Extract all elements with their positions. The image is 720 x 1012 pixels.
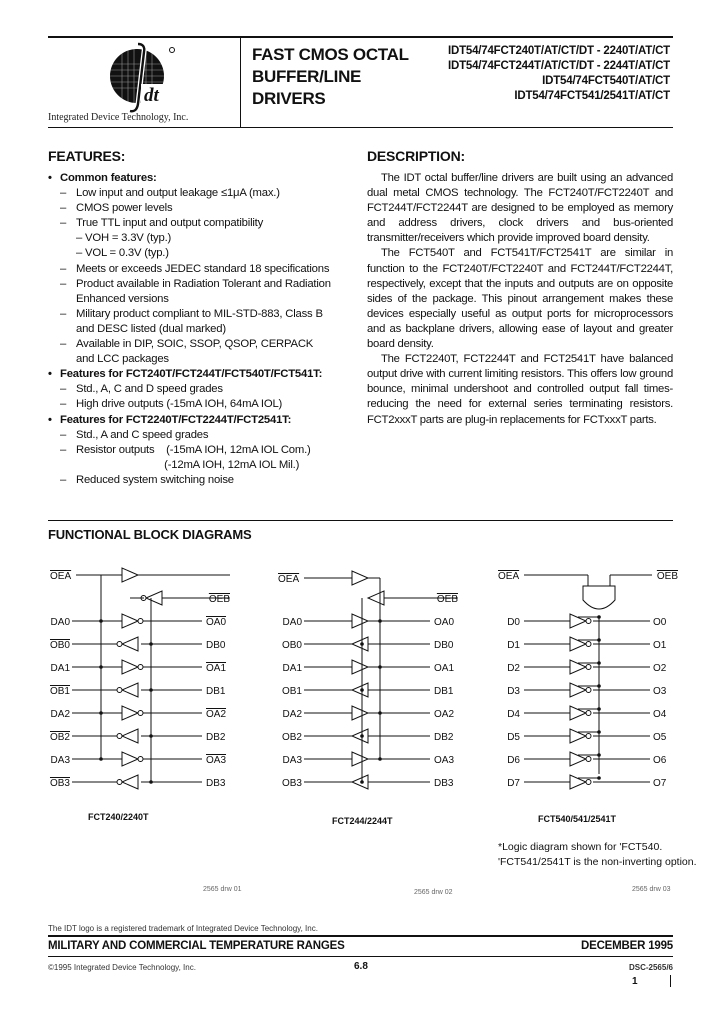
pin-label: DB3 [434, 778, 454, 789]
driver-buffer [570, 729, 586, 743]
pin-label: DB2 [206, 732, 226, 743]
pin-label: D3 [507, 686, 520, 697]
inverter-bubble [138, 757, 143, 762]
feature-bullet: • [48, 413, 52, 426]
feature-item [48, 382, 358, 397]
pin-label: O7 [653, 778, 667, 789]
description-paragraph: The FCT540T and FCT541T/FCT2541T are similar in function to the FCT240T/FCT2240T and FCT244T/FCT2244T, respectively, except that the inputs and outputs are on opposite sides of the package. This pinout arrangement makes these devices especially useful as output ports for microprocessors and as backplane drivers, allowing ease of layout and greater board density. [367, 247, 673, 351]
inverter-bubble [117, 780, 122, 785]
feature-text: CMOS power levels [76, 202, 173, 215]
pin-label: OEB [208, 594, 230, 605]
junction-dot [378, 665, 382, 669]
junction-dot [99, 757, 103, 761]
feature-text: Meets or exceeds JEDEC standard 18 specifications [76, 262, 330, 275]
feature-bullet: – [60, 428, 67, 441]
diagrams-heading: FUNCTIONAL BLOCK DIAGRAMS [48, 527, 252, 542]
pin-label: DA1 [282, 663, 302, 674]
junction-dot [99, 711, 103, 715]
junction-dot [597, 776, 601, 780]
pin-label: OB1 [49, 686, 70, 697]
diagram-caption: FCT244/2244T [332, 816, 393, 826]
feature-bullet: – [60, 202, 67, 215]
pin-label: OB0 [281, 640, 302, 651]
inverter-bubble [138, 619, 143, 624]
pin-label: OA0 [206, 617, 227, 628]
driver-buffer [570, 683, 586, 697]
feature-bullet: – [60, 307, 67, 320]
idt-logo [100, 40, 180, 114]
feature-text: Low input and output leakage ≤1μA (max.) [76, 187, 280, 200]
junction-dot [378, 757, 382, 761]
pin-label: OEA [498, 571, 520, 582]
drawing-code: 2565 drw 02 [414, 889, 453, 896]
feature-item [48, 397, 358, 412]
diagram-caption: FCT540/541/2541T [538, 814, 617, 824]
feature-text: True TTL input and output compatibility [76, 217, 264, 230]
feature-text: – VOH = 3.3V (typ.) [76, 232, 172, 245]
pin-label: OEB [436, 594, 458, 605]
feature-text: and LCC packages [76, 353, 169, 366]
pin-label: O0 [653, 617, 667, 628]
pin-label: O1 [653, 640, 667, 651]
pin-label: DB0 [206, 640, 226, 651]
driver-buffer [122, 683, 138, 697]
feature-bullet: – [60, 383, 67, 396]
feature-item [48, 322, 358, 337]
junction-dot [360, 688, 364, 692]
inverter-bubble [117, 642, 122, 647]
junction-dot [149, 642, 153, 646]
junction-dot [597, 661, 601, 665]
pin-label: OB3 [281, 778, 302, 789]
driver-buffer [570, 637, 586, 651]
feature-text: Product available in Radiation Tolerant and Radiation [76, 277, 331, 290]
part-number: IDT54/74FCT540T/AT/CT [542, 75, 670, 87]
page-number: 6.8 [354, 961, 368, 972]
nor-gate [583, 586, 615, 609]
pin-label: O5 [653, 732, 667, 743]
part-numbers [448, 44, 670, 104]
feature-item [48, 186, 358, 201]
feature-text: Military product compliant to MIL-STD-883, Class B [76, 307, 323, 320]
diagram-caption: FCT240/2240T [88, 812, 149, 822]
pin-label: DA0 [50, 617, 70, 628]
feature-item [48, 246, 358, 261]
driver-buffer [122, 775, 138, 789]
driver-buffer [352, 729, 368, 743]
inverter-bubble [586, 688, 591, 693]
feature-bullet: – [60, 398, 67, 411]
drawing-code: 2565 drw 01 [203, 886, 242, 893]
junction-dot [597, 615, 601, 619]
feature-text: High drive outputs (-15mA IOH, 64mA IOL) [76, 398, 283, 411]
junction-dot [597, 730, 601, 734]
feature-item [48, 201, 358, 216]
logo-text: dt [144, 85, 159, 106]
enable-buffer [146, 591, 162, 605]
driver-buffer [352, 637, 368, 651]
feature-bullet: – [60, 217, 67, 230]
inverter-bubble [586, 642, 591, 647]
pin-label: DA2 [50, 709, 70, 720]
enable-buffer [352, 571, 368, 585]
driver-buffer [122, 637, 138, 651]
logic-note [498, 840, 697, 870]
part-number: IDT54/74FCT244T/AT/CT/DT - 2244T/AT/CT [447, 60, 670, 72]
pin-label: D2 [507, 663, 520, 674]
driver-buffer [570, 706, 586, 720]
feature-item [48, 277, 358, 292]
feature-bullet: • [48, 368, 52, 381]
enable-buffer [122, 568, 138, 582]
feature-text: Std., A, C and D speed grades [76, 383, 223, 396]
pin-label: DA3 [50, 755, 70, 766]
junction-dot [378, 619, 382, 623]
pin-label: DA2 [282, 709, 302, 720]
pin-label: OA3 [434, 755, 455, 766]
idt-logo-graphic [100, 40, 180, 114]
pin-label: OA1 [434, 663, 455, 674]
feature-item [48, 262, 358, 277]
pin-label: OB2 [281, 732, 302, 743]
feature-item [48, 337, 358, 352]
pin-label: O6 [653, 755, 667, 766]
feature-text: Reduced system switching noise [76, 473, 234, 486]
pin-label: OB0 [49, 640, 70, 651]
inverter-bubble [138, 665, 143, 670]
pin-label: DB0 [434, 640, 454, 651]
note-line: 'FCT541/2541T is the non-inverting option. [498, 856, 697, 868]
driver-buffer [122, 729, 138, 743]
drawing-code: 2565 drw 03 [632, 886, 671, 893]
feature-item [48, 367, 358, 382]
driver-buffer [570, 775, 586, 789]
description-body [367, 171, 673, 428]
feature-bullet: – [60, 443, 67, 456]
feature-item [48, 307, 358, 322]
feature-bullet: – [60, 473, 67, 486]
description-heading: DESCRIPTION: [367, 148, 465, 164]
pin-label: OA1 [206, 663, 227, 674]
title-line: DRIVERS [252, 89, 326, 108]
feature-text: Enhanced versions [76, 292, 169, 305]
inverter-bubble [586, 711, 591, 716]
feature-text: Std., A and C speed grades [76, 428, 209, 441]
copyright: ©1995 Integrated Device Technology, Inc. [48, 963, 196, 972]
pin-label: OEA [50, 571, 72, 582]
pin-label: OB3 [49, 778, 70, 789]
pin-label: OEA [278, 574, 300, 585]
pin-label: DB1 [434, 686, 454, 697]
junction-dot [99, 665, 103, 669]
pin-label: O3 [653, 686, 667, 697]
inverter-bubble [586, 780, 591, 785]
pin-label: O4 [653, 709, 667, 720]
trademark-note: The IDT logo is a registered trademark of Integrated Device Technology, Inc. [48, 924, 318, 933]
title-line: FAST CMOS OCTAL [252, 45, 409, 64]
sheet-number: 1 [632, 976, 638, 987]
driver-buffer [352, 683, 368, 697]
junction-dot [597, 753, 601, 757]
feature-bullet: – [60, 277, 67, 290]
junction-dot [597, 707, 601, 711]
pin-label: DA1 [50, 663, 70, 674]
feature-item [48, 171, 358, 186]
junction-dot [597, 638, 601, 642]
feature-text: Available in DIP, SOIC, SSOP, QSOP, CERPACK [76, 338, 314, 351]
feature-bullet: – [60, 338, 67, 351]
driver-buffer [352, 660, 368, 674]
feature-item [48, 352, 358, 367]
pin-label: O2 [653, 663, 667, 674]
pin-label: OA3 [206, 755, 227, 766]
driver-buffer [352, 614, 368, 628]
block-diagrams [40, 558, 680, 818]
inverter-bubble [586, 757, 591, 762]
pin-label: DB1 [206, 686, 226, 697]
driver-buffer [122, 706, 138, 720]
document-title [252, 44, 409, 110]
pin-label: D0 [507, 617, 520, 628]
feature-bullet: – [60, 262, 67, 275]
pin-label: OB2 [49, 732, 70, 743]
feature-item [48, 473, 358, 488]
inverter-bubble [586, 734, 591, 739]
pin-label: DB2 [434, 732, 454, 743]
feature-text: and DESC listed (dual marked) [76, 322, 226, 335]
junction-dot [149, 734, 153, 738]
inverter-bubble [586, 619, 591, 624]
driver-buffer [570, 614, 586, 628]
description-paragraph: The FCT2240T, FCT2244T and FCT2541T have balanced output drive with current limiting resistors. This offers low ground bounce, minimal undershoot and controlled output fall times-reducing the need for external series terminating resistors. FCT2xxxT parts are plug-in replacements for FCTxxxT parts. [367, 353, 673, 426]
driver-buffer [352, 775, 368, 789]
document-number: DSC-2565/6 [628, 963, 673, 972]
inverter-bubble [117, 688, 122, 693]
feature-bullet: – [60, 187, 67, 200]
junction-dot [597, 684, 601, 688]
pin-label: D6 [507, 755, 520, 766]
inverter-bubble [117, 734, 122, 739]
feature-item [48, 428, 358, 443]
temperature-ranges: MILITARY AND COMMERCIAL TEMPERATURE RANGES [48, 940, 345, 952]
pin-label: D5 [507, 732, 520, 743]
driver-buffer [122, 614, 138, 628]
part-number: IDT54/74FCT240T/AT/CT/DT - 2240T/AT/CT [447, 45, 670, 57]
driver-buffer [122, 752, 138, 766]
pin-label: DB3 [206, 778, 226, 789]
part-number: IDT54/74FCT541/2541T/AT/CT [514, 90, 670, 102]
driver-buffer [352, 706, 368, 720]
pin-label: DA3 [282, 755, 302, 766]
feature-item [48, 292, 358, 307]
junction-dot [149, 688, 153, 692]
feature-text: Features for FCT240T/FCT244T/FCT540T/FCT541T: [60, 368, 323, 381]
junction-dot [360, 780, 364, 784]
feature-text: Resistor outputs (-15mA IOH, 12mA IOL Com.) [76, 443, 311, 456]
inverter-bubble [586, 665, 591, 670]
description-paragraph: The IDT octal buffer/line drivers are built using an advanced dual metal CMOS technology. The FCT240T/FCT2240T and FCT244T/FCT2244T are designed to be employed as memory and address drivers, clock drivers and bus-oriented transmitter/receivers which provide improved board density. [367, 172, 673, 245]
feature-text: – VOL = 0.3V (typ.) [76, 247, 169, 260]
feature-bullet: • [48, 172, 52, 184]
company-name: Integrated Device Technology, Inc. [48, 112, 189, 123]
feature-text: Common features: [60, 172, 157, 184]
junction-dot [149, 780, 153, 784]
pin-label: DA0 [282, 617, 302, 628]
enable-buffer [368, 591, 384, 605]
driver-buffer [570, 660, 586, 674]
driver-buffer [122, 660, 138, 674]
title-line: BUFFER/LINE [252, 67, 362, 86]
pin-label: OA2 [206, 709, 227, 720]
driver-buffer [570, 752, 586, 766]
junction-dot [378, 711, 382, 715]
feature-text: (-12mA IOH, 12mA IOL Mil.) [76, 458, 300, 471]
feature-item [48, 231, 358, 246]
note-line: *Logic diagram shown for 'FCT540. [498, 841, 663, 853]
pin-label: OA2 [434, 709, 455, 720]
feature-item [48, 443, 358, 458]
feature-item [48, 216, 358, 231]
feature-item [48, 413, 358, 428]
junction-dot [360, 642, 364, 646]
junction-dot [360, 734, 364, 738]
pin-label: D1 [507, 640, 520, 651]
pin-label: OA0 [434, 617, 455, 628]
release-date: DECEMBER 1995 [581, 940, 673, 952]
features-list [48, 171, 358, 488]
features-heading: FEATURES: [48, 148, 126, 164]
inverter-bubble [138, 711, 143, 716]
feature-text: Features for FCT2240T/FCT2244T/FCT2541T: [60, 413, 292, 426]
pin-label: D7 [507, 778, 520, 789]
junction-dot [99, 619, 103, 623]
pin-label: OEB [656, 571, 678, 582]
pin-label: D4 [507, 709, 520, 720]
feature-item [48, 458, 358, 473]
pin-label: OB1 [281, 686, 302, 697]
driver-buffer [352, 752, 368, 766]
